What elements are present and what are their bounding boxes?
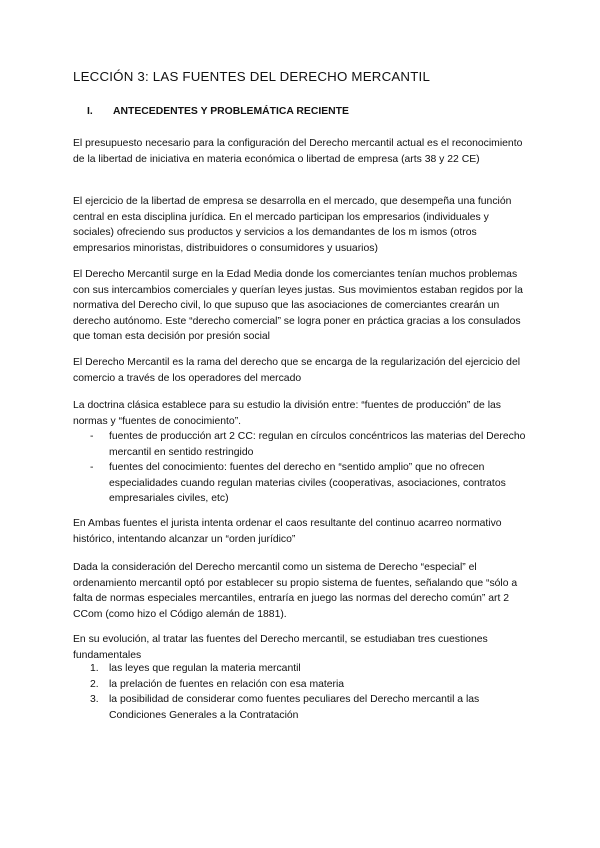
paragraph: La doctrina clásica establece para su estudio la división entre: “fuentes de producción” de las normas y “fuentes de conocimiento”. — [73, 400, 501, 427]
bullet-mark: - — [90, 462, 94, 474]
list-item — [73, 429, 531, 460]
list-item — [73, 661, 531, 677]
list-item-text: la posibilidad de considerar como fuentes peculiares del Derecho mercantil a las Condiciones Generales a la Contratación — [109, 694, 480, 721]
bullet-mark: - — [90, 431, 94, 442]
numbered-list — [73, 661, 531, 723]
list-item — [73, 692, 531, 723]
list-item — [73, 677, 531, 693]
list-number: 1. — [90, 663, 99, 674]
paragraph: El presupuesto necesario para la configuración del Derecho mercantil actual es el reconocimiento de la libertad de iniciativa en materia económica o libertad de empresa (arts 38 y 22 CE) — [73, 138, 523, 165]
list-number: 2. — [90, 678, 99, 690]
list-item — [73, 460, 531, 507]
section-number: I. — [87, 106, 93, 117]
list-number: 3. — [90, 694, 99, 706]
paragraph: El Derecho Mercantil surge en la Edad Media donde los comerciantes tenían muchos problemas con sus intercambios comerciales y querían leyes justas. Sus movimientos estaban regidos por la normativa del Derecho civil, lo que supuso que las asociaciones de comerciantes crearán un derecho autónomo. Este “derecho comercial” se logra poner en práctica gracias a los consulados que toman esta decisión por presión social — [73, 269, 523, 343]
paragraph: El ejercicio de la libertad de empresa se desarrolla en el mercado, que desempeña una función central en esta disciplina jurídica. En el mercado participan los empresarios (individuales y sociales) ofreciendo sus productos y servicios a los demandantes de los m ismos (otros empresarios minoristas, distribuidores o consumidores y usuarios) — [73, 196, 512, 254]
paragraph: En Ambas fuentes el jurista intenta ordenar el caos resultante del continuo acarreo normativo histórico, intentando alcanzar un “orden jurídico” — [73, 518, 502, 545]
paragraph: Dada la consideración del Derecho mercantil como un sistema de Derecho “especial” el ordenamiento mercantil optó por establecer su propio sistema de fuentes, señalando que “sólo a falta de normas especiales mercantiles, entraría en juego las normas del derecho común” art 2 CCom (como hizo el Código alemán de 1881). — [73, 562, 518, 620]
bullet-list — [73, 429, 531, 507]
paragraph: El Derecho Mercantil es la rama del derecho que se encarga de la regularización del ejercicio del comercio a través de los operadores del mercado — [73, 357, 521, 384]
page-title: LECCIÓN 3: LAS FUENTES DEL DERECHO MERCANTIL — [73, 69, 431, 84]
paragraph: En su evolución, al tratar las fuentes del Derecho mercantil, se estudiaban tres cuestiones fundamentales — [73, 634, 488, 661]
list-item-text: las leyes que regulan la materia mercantil — [109, 663, 301, 674]
section-heading — [87, 106, 349, 117]
list-item-text: fuentes de producción art 2 CC: regulan en círculos concéntricos las materias del Derecho mercantil en sentido restringido — [109, 431, 526, 458]
list-item-text: la prelación de fuentes en relación con esa materia — [109, 678, 345, 690]
section-title: ANTECEDENTES Y PROBLEMÁTICA RECIENTE — [113, 106, 349, 117]
list-item-text: fuentes del conocimiento: fuentes del derecho en “sentido amplio” que no ofrecen especialidades cuando regulan materias civiles (cooperativas, asociaciones, contratos empresariales civiles, etc) — [109, 462, 506, 505]
